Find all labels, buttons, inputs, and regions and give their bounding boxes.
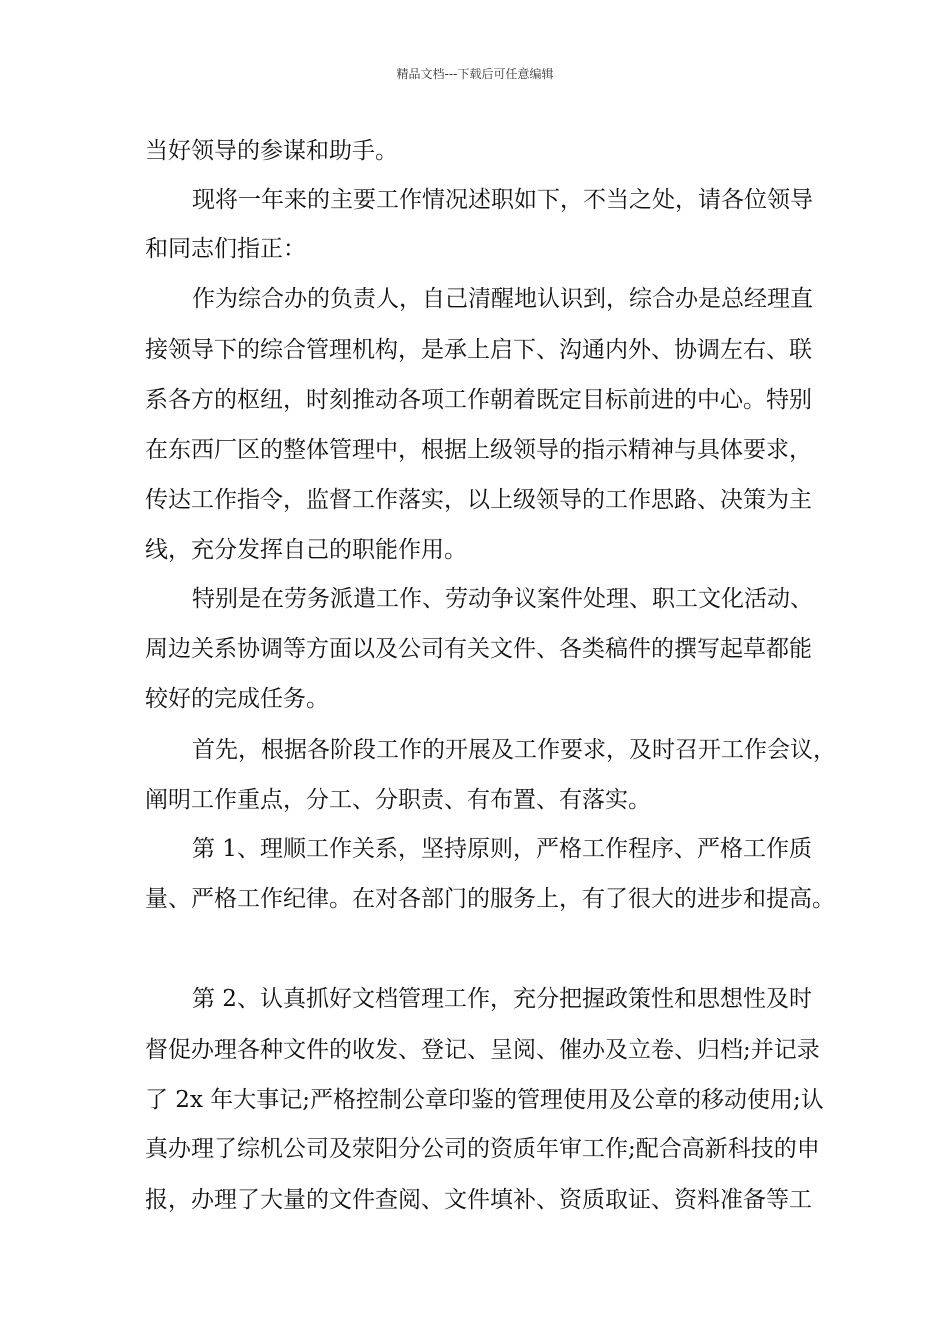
page-header: 精品文档---下载后可任意编辑 <box>396 67 554 81</box>
text-line: 督促办理各种文件的收发、登记、呈阅、催办及立卷、归档;并记录 <box>145 1037 820 1063</box>
text-line: 量、严格工作纪律。在对各部门的服务上，有了很大的进步和提高。 <box>145 886 835 912</box>
text-line: 作为综合办的负责人，自己清醒地认识到，综合办是总经理直 <box>192 286 813 312</box>
text-line: 真办理了综机公司及荥阳分公司的资质年审工作;配合高新科技的申 <box>145 1136 820 1162</box>
text-line: 了 2x 年大事记;严格控制公章印鉴的管理使用及公章的移动使用;认 <box>145 1087 824 1113</box>
text-line: 阐明工作重点，分工、分职责、有布置、有落实。 <box>145 787 651 813</box>
text-line: 在东西厂区的整体管理中，根据上级领导的指示精神与具体要求， <box>145 437 812 463</box>
text-line: 第 1、理顺工作关系，坚持原则，严格工作程序、严格工作质 <box>192 836 812 862</box>
text-line: 系各方的枢纽，时刻推动各项工作朝着既定目标前进的中心。特别 <box>145 387 812 413</box>
text-line: 现将一年来的主要工作情况述职如下，不当之处，请各位领导 <box>192 187 813 213</box>
text-line: 较好的完成任务。 <box>145 686 329 712</box>
text-line: 线，充分发挥自己的职能作用。 <box>145 537 467 563</box>
text-line: 传达工作指令，监督工作落实，以上级领导的工作思路、决策为主 <box>145 487 812 513</box>
text-line: 和同志们指正： <box>145 236 306 262</box>
text-line: 周边关系协调等方面以及公司有关文件、各类稿件的撰写起草都能 <box>145 636 812 662</box>
text-line: 首先，根据各阶段工作的开展及工作要求，及时召开工作会议， <box>192 737 836 763</box>
text-line: 特别是在劳务派遣工作、劳动争议案件处理、职工文化活动、 <box>192 586 813 612</box>
text-line: 接领导下的综合管理机构，是承上启下、沟通内外、协调左右、联 <box>145 337 812 363</box>
text-line: 第 2、认真抓好文档管理工作，充分把握政策性和思想性及时 <box>192 986 812 1012</box>
text-line: 当好领导的参谋和助手。 <box>145 138 398 164</box>
text-line: 报，办理了大量的文件查阅、文件填补、资质取证、资料准备等工 <box>145 1187 812 1213</box>
